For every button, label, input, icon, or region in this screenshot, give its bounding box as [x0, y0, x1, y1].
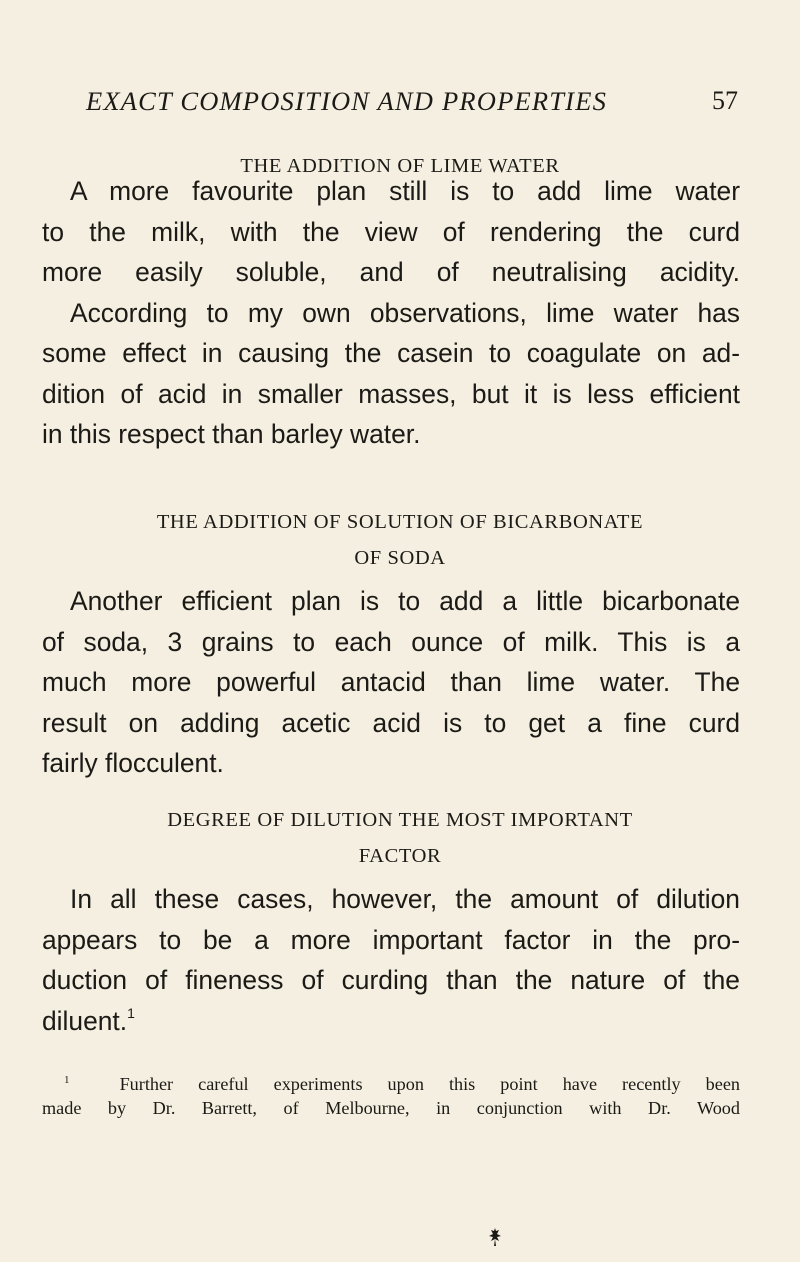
text-line: According to my own observations, lime water has	[70, 297, 740, 328]
text-line: to the milk, with the view of rendering the curd	[42, 216, 740, 247]
paragraph-dilution	[42, 879, 740, 1041]
footnote	[42, 1072, 740, 1120]
heading-line: DEGREE OF DILUTION THE MOST IMPORTANT	[167, 809, 633, 831]
footnote-text: Further careful experiments upon this point have recently been	[119, 1074, 740, 1094]
heading-line: THE ADDITION OF LIME WATER	[240, 155, 560, 177]
text-line: Another efficient plan is to add a little bicarbonate	[70, 586, 740, 616]
section-heading-bicarbonate	[60, 504, 740, 576]
text-line: appears to be a more important factor in the pro-	[42, 924, 740, 955]
heading-line: OF SODA	[354, 547, 446, 569]
paragraph-lime-water	[42, 171, 740, 455]
running-title: EXACT COMPOSITION AND PROPERTIES	[86, 86, 608, 116]
section-heading-dilution	[60, 802, 740, 874]
text-line: in this respect than barley water.	[42, 419, 421, 449]
text-line: In all these cases, however, the amount of dilution	[70, 884, 740, 914]
text-line-content: diluent.	[42, 1005, 128, 1036]
text-line: much more powerful antacid than lime water. The	[42, 667, 740, 697]
text-line: dition of acid in smaller masses, but it is less efficient	[42, 378, 740, 409]
paragraph-bicarbonate	[42, 581, 740, 784]
footnote-reference: 1	[127, 1004, 135, 1021]
text-line: duction of fineness of curding than the nature of the	[42, 965, 740, 995]
footnote-line: made by Dr. Barrett, of Melbourne, in conjunction with Dr. Wood	[42, 1098, 740, 1118]
text-line: result on adding acetic acid is to get a fine curd	[42, 707, 740, 738]
text-line	[42, 1001, 740, 1042]
text-line: more easily soluble, and of neutralising acidity.	[42, 257, 740, 287]
heading-line: FACTOR	[358, 845, 442, 867]
footnote-mark: 1	[64, 1074, 70, 1086]
text-line: some effect in causing the casein to coagulate on ad-	[42, 338, 740, 368]
text-line: A more favourite plan still is to add lime water	[70, 176, 740, 206]
page-number: 57	[712, 86, 738, 115]
text-line: of soda, 3 grains to each ounce of milk. This is a	[42, 626, 740, 657]
footnote-line	[42, 1072, 740, 1096]
running-head	[86, 86, 738, 126]
printers-ornament-icon	[489, 1228, 501, 1246]
heading-line: THE ADDITION OF SOLUTION OF BICARBONATE	[156, 511, 644, 533]
text-line: fairly flocculent.	[42, 748, 224, 778]
